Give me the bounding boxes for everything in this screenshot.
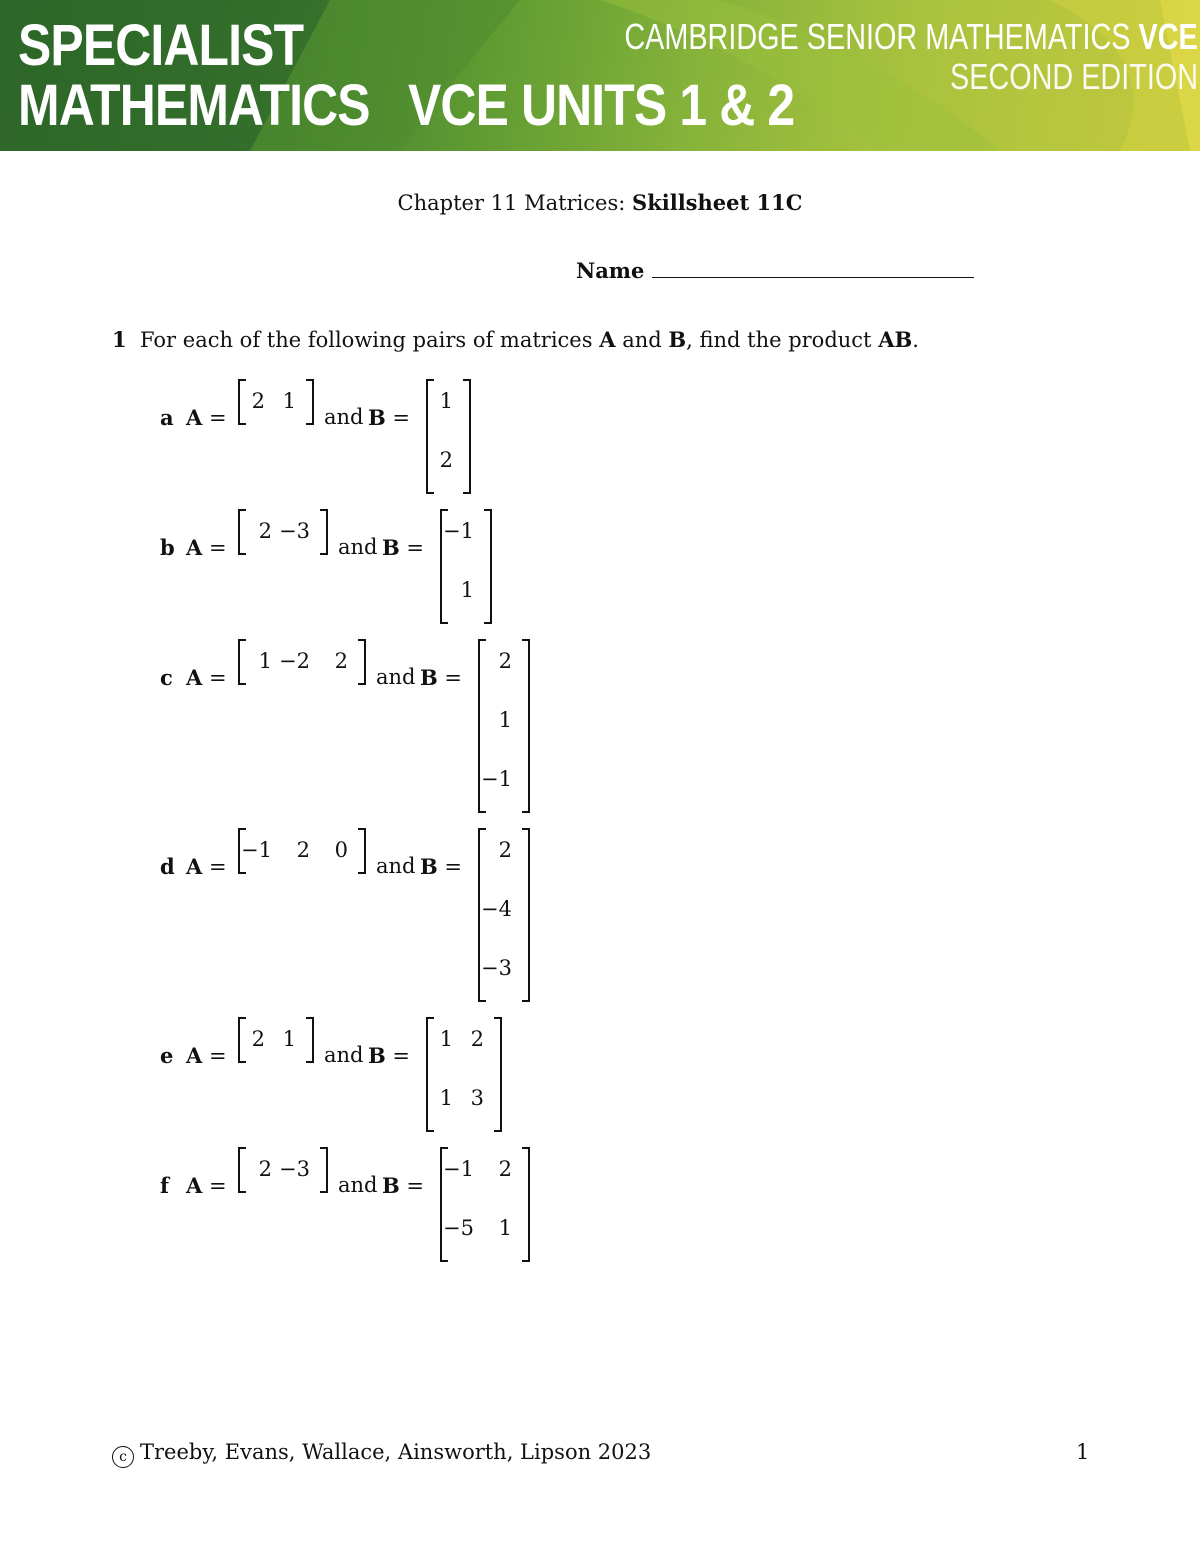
- a-equals-label: A =: [186, 405, 227, 430]
- question-number: 1: [112, 327, 127, 352]
- part-label: b: [160, 535, 175, 560]
- part-label: f: [160, 1173, 170, 1198]
- matrix-a-cell: 2: [251, 389, 265, 413]
- matrix-a-cell: −2: [279, 649, 310, 673]
- part-label: a: [160, 405, 174, 430]
- matrix-a: [238, 1147, 328, 1193]
- matrix-b: [426, 1017, 502, 1132]
- matrix-a: [238, 639, 366, 685]
- a-equals-label: A =: [186, 854, 227, 879]
- question-matrix-a: A: [599, 327, 616, 352]
- matrix-b: [478, 828, 530, 1002]
- matrix-a-cell: 1: [282, 1027, 296, 1051]
- matrix-a-cell: 2: [258, 519, 272, 543]
- and-label: and: [324, 405, 364, 429]
- part-label: c: [160, 665, 173, 690]
- banner-title-line2: MATHEMATICS: [18, 73, 370, 138]
- and-label: and: [376, 854, 416, 878]
- matrix-a-cell: −1: [241, 838, 272, 862]
- banner-series-name: [625, 16, 1198, 58]
- matrix-b: [440, 509, 492, 624]
- matrix-b-right-bracket: [522, 828, 530, 1002]
- b-equals-label: B =: [382, 1173, 425, 1198]
- and-label: and: [338, 535, 378, 559]
- matrix-a-right-bracket: [320, 1147, 328, 1193]
- question-product: AB: [878, 327, 913, 352]
- a-equals-label: A =: [186, 535, 227, 560]
- b-equals-label: B =: [420, 665, 463, 690]
- matrix-a-cell: −3: [279, 1157, 310, 1181]
- name-label: Name: [576, 258, 645, 283]
- matrix-b-right-bracket: [522, 639, 530, 813]
- and-label: and: [376, 665, 416, 689]
- name-field: [576, 258, 974, 283]
- matrix-a-cell: 2: [296, 838, 310, 862]
- matrix-a-cell: 1: [258, 649, 272, 673]
- matrix-a-cell: 0: [334, 838, 348, 862]
- matrix-b: [440, 1147, 530, 1262]
- page-number: 1: [1076, 1440, 1090, 1464]
- matrix-a-cell: 2: [251, 1027, 265, 1051]
- a-equals-label: A =: [186, 1173, 227, 1198]
- banner-series-suffix: VCE: [1138, 16, 1198, 57]
- matrix-b-cell: 1: [498, 1216, 512, 1240]
- matrix-b-right-bracket: [463, 379, 471, 494]
- b-equals-label: B =: [382, 535, 425, 560]
- matrix-b-cell: −3: [481, 956, 512, 980]
- matrix-a-right-bracket: [306, 1017, 314, 1063]
- matrix-b-cell: 1: [498, 708, 512, 732]
- part-label: e: [160, 1043, 174, 1068]
- question-text-pre: For each of the following pairs of matrices: [139, 328, 593, 352]
- matrix-b: [426, 379, 471, 494]
- part-label: d: [160, 854, 175, 879]
- a-equals-label: A =: [186, 1043, 227, 1068]
- matrix-a: [238, 379, 314, 425]
- banner-title-line1: SPECIALIST: [18, 13, 304, 78]
- question-text-mid: , find the product: [686, 328, 872, 352]
- matrix-b-right-bracket: [494, 1017, 502, 1132]
- name-line: [652, 259, 974, 278]
- matrix-b-cell: −1: [443, 519, 474, 543]
- matrix-b-cell: 2: [498, 649, 512, 673]
- question-matrix-b: B: [668, 327, 687, 352]
- header-banner: [0, 0, 1200, 151]
- matrix-b-cell: 3: [470, 1086, 484, 1110]
- matrix-a-cell: 2: [258, 1157, 272, 1181]
- b-equals-label: B =: [420, 854, 463, 879]
- matrix-a: [238, 1017, 314, 1063]
- matrix-a-cell: 2: [334, 649, 348, 673]
- matrix-a-right-bracket: [320, 509, 328, 555]
- matrix-b-cell: 1: [439, 1027, 453, 1051]
- banner-title-units: VCE UNITS 1 & 2: [408, 73, 795, 138]
- banner-edition: SECOND EDITION: [949, 56, 1198, 97]
- matrix-a-cell: 1: [282, 389, 296, 413]
- and-label: and: [338, 1173, 378, 1197]
- banner-series-prefix: CAMBRIDGE SENIOR MATHEMATICS: [624, 16, 1131, 57]
- chapter-title: Chapter 11 Matrices:: [397, 191, 626, 215]
- matrix-b-cell: 2: [470, 1027, 484, 1051]
- question-and: and: [622, 328, 662, 352]
- matrix-b-cell: −1: [481, 767, 512, 791]
- question-period: .: [912, 328, 919, 352]
- matrix-a-right-bracket: [306, 379, 314, 425]
- copyright-icon: c: [112, 1446, 134, 1468]
- chapter-heading: [0, 190, 1200, 215]
- matrix-b-cell: 2: [498, 838, 512, 862]
- matrix-b-cell: 1: [439, 389, 453, 413]
- matrix-b-cell: 2: [439, 448, 453, 472]
- b-equals-label: B =: [368, 405, 411, 430]
- matrix-b-cell: 1: [460, 578, 474, 602]
- matrix-b-right-bracket: [484, 509, 492, 624]
- matrix-a-right-bracket: [358, 828, 366, 874]
- matrix-b-cell: 2: [498, 1157, 512, 1181]
- matrix-a: [238, 828, 366, 874]
- matrix-b-cell: −1: [443, 1157, 474, 1181]
- matrix-b-right-bracket: [522, 1147, 530, 1262]
- skillsheet-title: Skillsheet 11C: [632, 190, 803, 215]
- matrix-b: [478, 639, 530, 813]
- matrix-a: [238, 509, 328, 555]
- and-label: and: [324, 1043, 364, 1067]
- matrix-a-cell: −3: [279, 519, 310, 543]
- footer-authors: Treeby, Evans, Wallace, Ainsworth, Lipson 2023: [140, 1440, 652, 1464]
- matrix-b-cell: 1: [439, 1086, 453, 1110]
- matrix-b-cell: −5: [443, 1216, 474, 1240]
- matrix-b-cell: −4: [481, 897, 512, 921]
- footer-copyright: [112, 1440, 651, 1468]
- matrix-a-right-bracket: [358, 639, 366, 685]
- a-equals-label: A =: [186, 665, 227, 690]
- question-1: [112, 327, 919, 352]
- b-equals-label: B =: [368, 1043, 411, 1068]
